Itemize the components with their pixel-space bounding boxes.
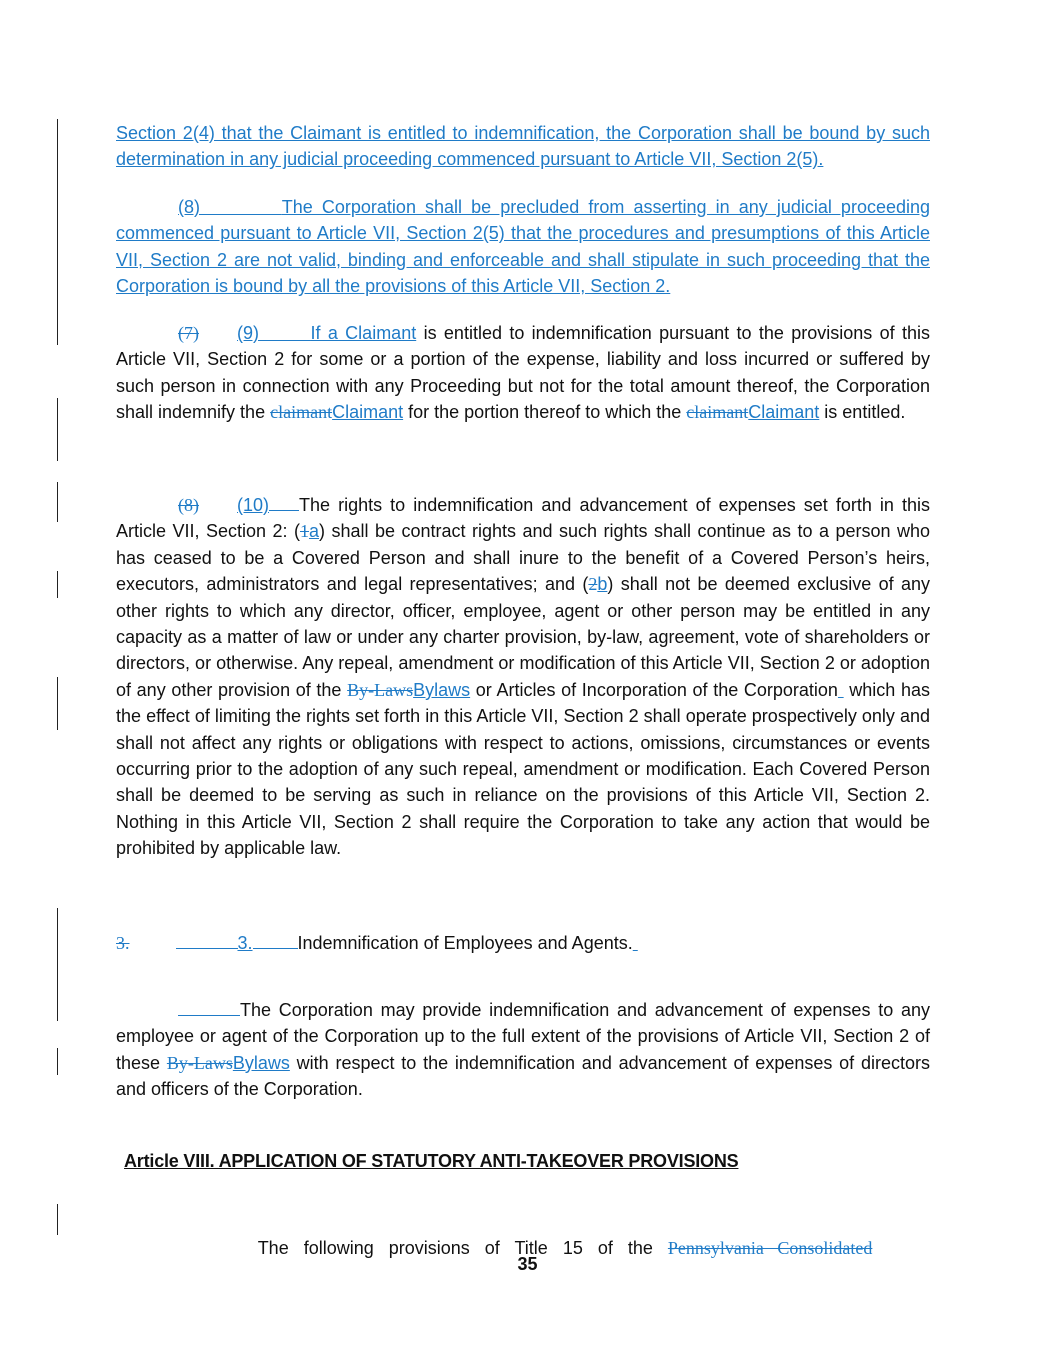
body-text: is entitled to indemnification pursuant to the provisions of this Article VII, Section 2 for some or a portion of the expense, liability and loss incurred or suffered by such person in connection with any Proceeding but not for the total amount thereof, the Corporation shall indemnify the <box>116 323 930 423</box>
deleted-text: 2 <box>588 574 598 595</box>
paragraph-10 <box>116 492 930 862</box>
inserted-text: Bylaws <box>232 1052 290 1073</box>
paragraph-9 <box>116 320 930 426</box>
deleted-text: By-Laws <box>166 1052 233 1073</box>
deleted-text: By-Laws <box>347 679 414 700</box>
inserted-number: 3. <box>237 933 253 953</box>
change-bar <box>57 908 58 1021</box>
change-bar <box>57 1048 58 1075</box>
body-text: The rights to indemnification and advancement of expenses set forth in this Article VII, Section 2: ( <box>116 495 930 542</box>
paragraph-number: (8) <box>178 197 200 217</box>
tab-gap <box>200 197 282 217</box>
paragraph-employees-agents <box>116 997 930 1103</box>
body-text: with respect to the indemnification and advancement of expenses of directors and officers of the Corporation. <box>116 1052 930 1100</box>
inserted-text: The Corporation shall be precluded from asserting in any judicial proceeding commenced pursuant to Article VII, Section 2(5) that the procedures and presumptions of this Article VII, Section 2 are not valid, binding and enforceable and shall stipulate in such proceeding that the Corporation is bound by all the provisions of this Article VII, Section 2. <box>116 197 931 297</box>
inserted-text: Claimant <box>332 402 404 423</box>
paragraph-section-2-4 <box>116 120 930 173</box>
body-text: The following provisions of Title 15 of the <box>257 1238 668 1259</box>
inserted-text: a <box>308 521 319 542</box>
article-heading: Article VIII. APPLICATION OF STATUTORY ANTI-TAKEOVER PROVISIONS <box>124 1151 739 1171</box>
change-bar <box>57 571 58 598</box>
deleted-number: (8) <box>178 495 199 515</box>
body-text: for the portion thereof to which the <box>403 402 687 423</box>
body-text: which has the effect of limiting the rights set forth in this Article VII, Section 2 shall operate prospectively only and shall not affect any rights or obligations with respect to actions, omissions, circumstances or events occurring prior to the adoption of any such repeal, amendment or modification. Each Covered Person shall be deemed to be serving as such in reliance on the provisions of this Article VII, Section 2. Nothing in this Article VII, Section 2 shall require the Corporation to take any action that would be prohibited by applicable law. <box>116 679 930 859</box>
section-title-text: Indemnification of Employees and Agents. <box>297 933 633 953</box>
change-bar <box>57 119 58 345</box>
deleted-number: (7) <box>178 323 199 343</box>
body-text: or Articles of Incorporation of the Corporation <box>470 679 838 700</box>
paragraph-8 <box>116 194 930 300</box>
change-bar <box>57 398 58 461</box>
inserted-text: Bylaws <box>413 679 471 700</box>
inserted-text: If a Claimant <box>310 323 417 343</box>
inserted-number: (10) <box>237 495 270 515</box>
section-3-title <box>116 930 930 956</box>
inserted-text: b <box>597 574 608 595</box>
body-text: The Corporation may provide indemnification and advancement of expenses to any employee or agent of the Corporation up to the full extent of the provisions of Article VII, Section 2 of these <box>116 1000 930 1073</box>
change-bar <box>57 482 58 522</box>
inserted-text: Section 2(4) that the Claimant is entitled to indemnification, the Corporation shall be bound by such determination in any judicial proceeding commenced pursuant to Article VII, Section 2(5). <box>116 123 930 170</box>
deleted-text: claimant <box>270 402 333 423</box>
deleted-text: Pennsylvania Consolidated <box>667 1238 873 1259</box>
deleted-text: claimant <box>686 402 749 423</box>
page-number: 35 <box>517 1254 538 1274</box>
body-text: is entitled. <box>819 402 906 423</box>
deleted-text: 1 <box>299 521 309 542</box>
body-text: ) shall not be deemed exclusive of any other rights to which any director, officer, employee, agent or other person may be entitled in any capacity as a matter of law or under any charter provision, by-law, agreement, vote of shareholders or directors, or otherwise. Any repeal, amendment or modification of this Article VII, Section 2 or adoption of any other provision of the <box>116 574 930 700</box>
body-text: ) shall be contract rights and such rights shall continue as to a person who has ceased to be a Covered Person and shall inure to the benefit of a Covered Person’s heirs, executors, administrators and legal representatives; and ( <box>116 521 930 595</box>
inserted-text: Claimant <box>748 402 820 423</box>
change-bar <box>57 677 58 730</box>
inserted-number: (9) <box>237 323 259 343</box>
deleted-number: 3. <box>116 933 130 953</box>
change-bar <box>57 1204 58 1235</box>
